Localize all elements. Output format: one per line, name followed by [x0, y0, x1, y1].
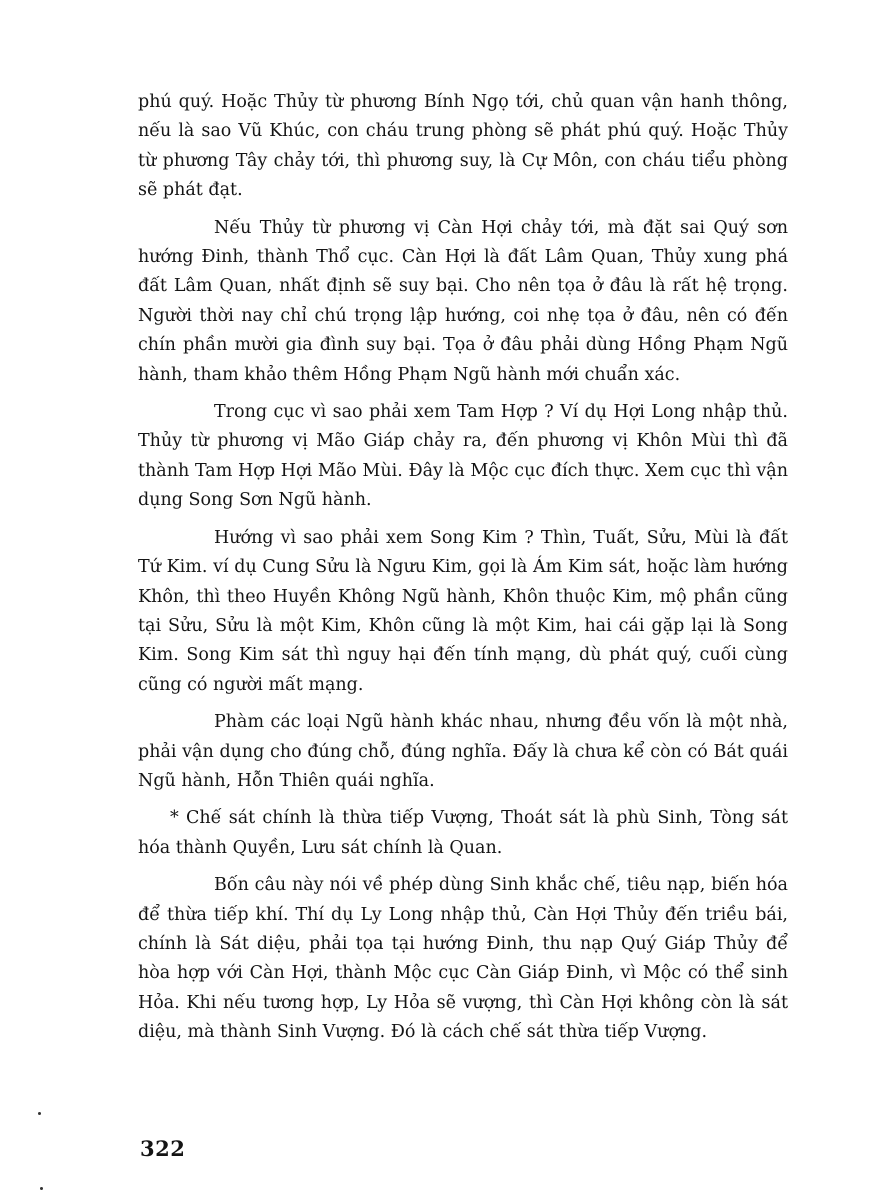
- body-text: [138, 88, 788, 1056]
- page-number: 322: [140, 1136, 186, 1161]
- paragraph-3: Trong cục vì sao phải xem Tam Hợp ? Ví dụ Hợi Long nhập thủ. Thủy từ phương vị Mão Giáp chảy ra, đến phương vị Khôn Mùi thì đã thành Tam Hợp Hợi Mão Mùi. Đây là Mộc cục đích thực. Xem cục thì vận dụng Song Sơn Ngũ hành.: [138, 402, 788, 511]
- paragraph-5: Phàm các loại Ngũ hành khác nhau, nhưng đều vốn là một nhà, phải vận dụng cho đúng chỗ, đúng nghĩa. Đấy là chưa kể còn có Bát quái Ngũ hành, Hỗn Thiên quái nghĩa.: [138, 712, 788, 791]
- paragraph-7: Bốn câu này nói về phép dùng Sinh khắc chế, tiêu nạp, biến hóa để thừa tiếp khí. Thí dụ Ly Long nhập thủ, Càn Hợi Thủy đến triều bái, chính là Sát diệu, phải tọa tại hướng Đinh, thu nạp Quý Giáp Thủy để hòa hợp với Càn Hợi, thành Mộc cục Càn Giáp Đinh, vì Mộc có thể sinh Hỏa. Khi nếu tương hợp, Ly Hỏa sẽ vượng, thì Càn Hợi không còn là sát diệu, mà thành Sinh Vượng. Đó là cách chế sát thừa tiếp Vượng.: [138, 875, 788, 1043]
- paragraph-2: Nếu Thủy từ phương vị Càn Hợi chảy tới, mà đặt sai Quý sơn hướng Đinh, thành Thổ cục. Càn Hợi là đất Lâm Quan, Thủy xung phá đất Lâm Quan, nhất định sẽ suy bại. Cho nên tọa ở đâu là rất hệ trọng. Người thời nay chỉ chú trọng lập hướng, coi nhẹ tọa ở đâu, nên có đến chín phần mười gia đình suy bại. Tọa ở đâu phải dùng Hồng Phạm Ngũ hành, tham khảo thêm Hồng Phạm Ngũ hành mới chuẩn xác.: [138, 217, 788, 385]
- paragraph-1: phú quý. Hoặc Thủy từ phương Bính Ngọ tới, chủ quan vận hanh thông, nếu là sao Vũ Khúc, con cháu trung phòng sẽ phát phú quý. Hoặc Thủy từ phương Tây chảy tới, thì phương suy, là Cự Môn, con cháu tiểu phòng sẽ phát đạt.: [138, 92, 788, 201]
- verse-quote: * Chế sát chính là thừa tiếp Vượng, Thoát sát là phù Sinh, Tòng sát hóa thành Quyền, Lưu sát chính là Quan.: [138, 808, 788, 858]
- scan-speck: [38, 1112, 41, 1115]
- scan-speck: [40, 1187, 43, 1190]
- paragraph-4: Hướng vì sao phải xem Song Kim ? Thìn, Tuất, Sửu, Mùi là đất Tứ Kim. ví dụ Cung Sửu là Ngưu Kim, gọi là Ám Kim sát, hoặc làm hướng Khôn, thì theo Huyền Không Ngũ hành, Khôn thuộc Kim, mộ phần cũng tại Sửu, Sửu là một Kim, Khôn cũng là một Kim, hai cái gặp lại là Song Kim. Song Kim sát thì nguy hại đến tính mạng, dù phát quý, cuối cùng cũng có người mất mạng.: [138, 527, 788, 695]
